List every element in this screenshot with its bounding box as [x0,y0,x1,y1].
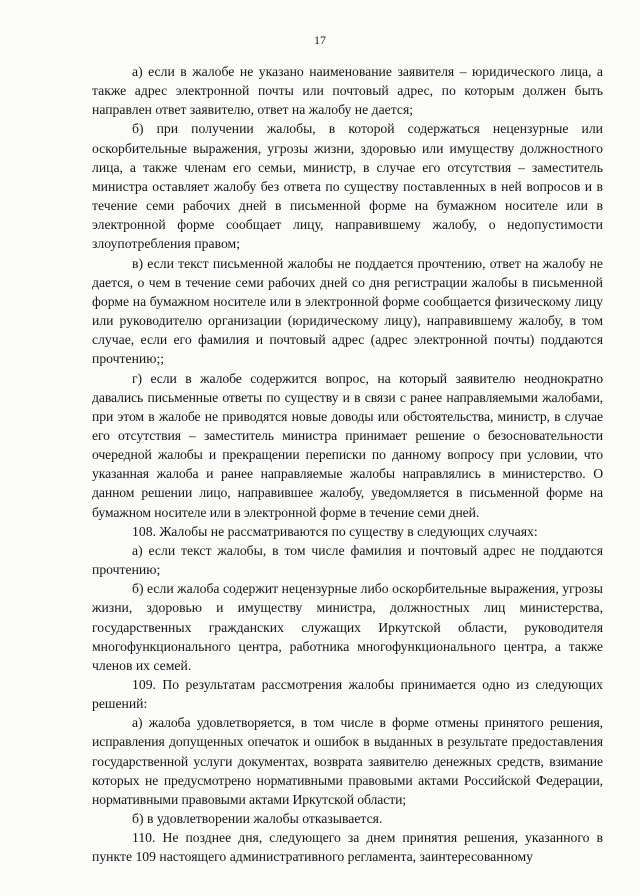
paragraph-g-repeated: г) если в жалобе содержится вопрос, на который заявителю неоднократно давались письменные ответы по существу и в связи с ранее направляемыми жалобами, при этом в жалобе не приводятся новые доводы или обстоятельства, министр, в случае его отсутствия – заместитель министра принимает решение о безосновательности очередной жалобы и прекращении переписки по данному вопросу при условии, что указанная жалоба и ранее направляемые жалобы направлялись в министерство. О данном решении лицо, направившее жалобу, уведомляется в письменной форме на бумажном носителе или в электронной форме в течение семи дней. [92,370,603,520]
paragraph-a-no-name: а) если в жалобе не указано наименование заявителя – юридического лица, а также адрес электронной почты или почтовый адрес, по которым должен быть направлен ответ заявителю, ответ на жалобу не дается; [92,64,603,118]
clause-109-item-b: б) в удовлетворении жалобы отказывается. [132,811,383,827]
clause-108-item-a: а) если текст жалобы, в том числе фамилия и почтовый адрес не поддаются прочтению; [92,542,603,578]
paragraph-v-unreadable: в) если текст письменной жалобы не поддается прочтению, ответ на жалобу не дается, о чем в течение семи рабочих дней со дня регистрации жалобы в письменной форме на бумажном носителе или в электронной форме сообщается физическому лицу или руководителю организации (юридическому лицу), направившему жалобу, в том случае, если его фамилия и почтовый адрес (адрес электронной почты) поддаются прочтению;; [92,255,603,367]
clause-108-item-b: б) если жалоба содержит нецензурные либо оскорбительные выражения, угрозы жизни, здоровью и имуществу министра, должностных лиц министерства, государственных гражданских служащих Иркутской области, руководителя многофункционального центра, работника многофункционального центра, а также членов их семей. [92,581,603,673]
clause-109-item-a: а) жалоба удовлетворяется, в том числе в форме отмены принятого решения, исправления допущенных опечаток и ошибок в выданных в результате предоставления государственной услуги документах, возврата заявителю денежных средств, взимание которых не предусмотрено нормативными правовыми актами Российской Федерации, нормативными правовыми актами Иркутской области; [92,715,603,807]
clause-109-heading: 109. По результатам рассмотрения жалобы принимается одно из следующих решений: [92,677,603,712]
clause-110-text: 110. Не позднее дня, следующего за днем принятия решения, указанного в пункте 109 настоящего административного регламента, заинтересованному [92,830,603,865]
page-number: 17 [314,33,326,47]
document-text [92,62,603,867]
clause-108-heading: 108. Жалобы не рассматриваются по существу в следующих случаях: [132,523,538,539]
paragraph-b-offensive: б) при получении жалобы, в которой содержаться нецензурные или оскорбительные выражения, угрозы жизни, здоровью или имуществу должностного лица, а также членам его семьи, министр, в случае его отсутствия – заместитель министра оставляет жалобу без ответа по существу поставленных в ней вопросов и в течение семи рабочих дней в письменной форме на бумажном носителе или в электронной форме сообщает лицу, направившему жалобу, о недопустимости злоупотребления правом; [92,121,603,252]
